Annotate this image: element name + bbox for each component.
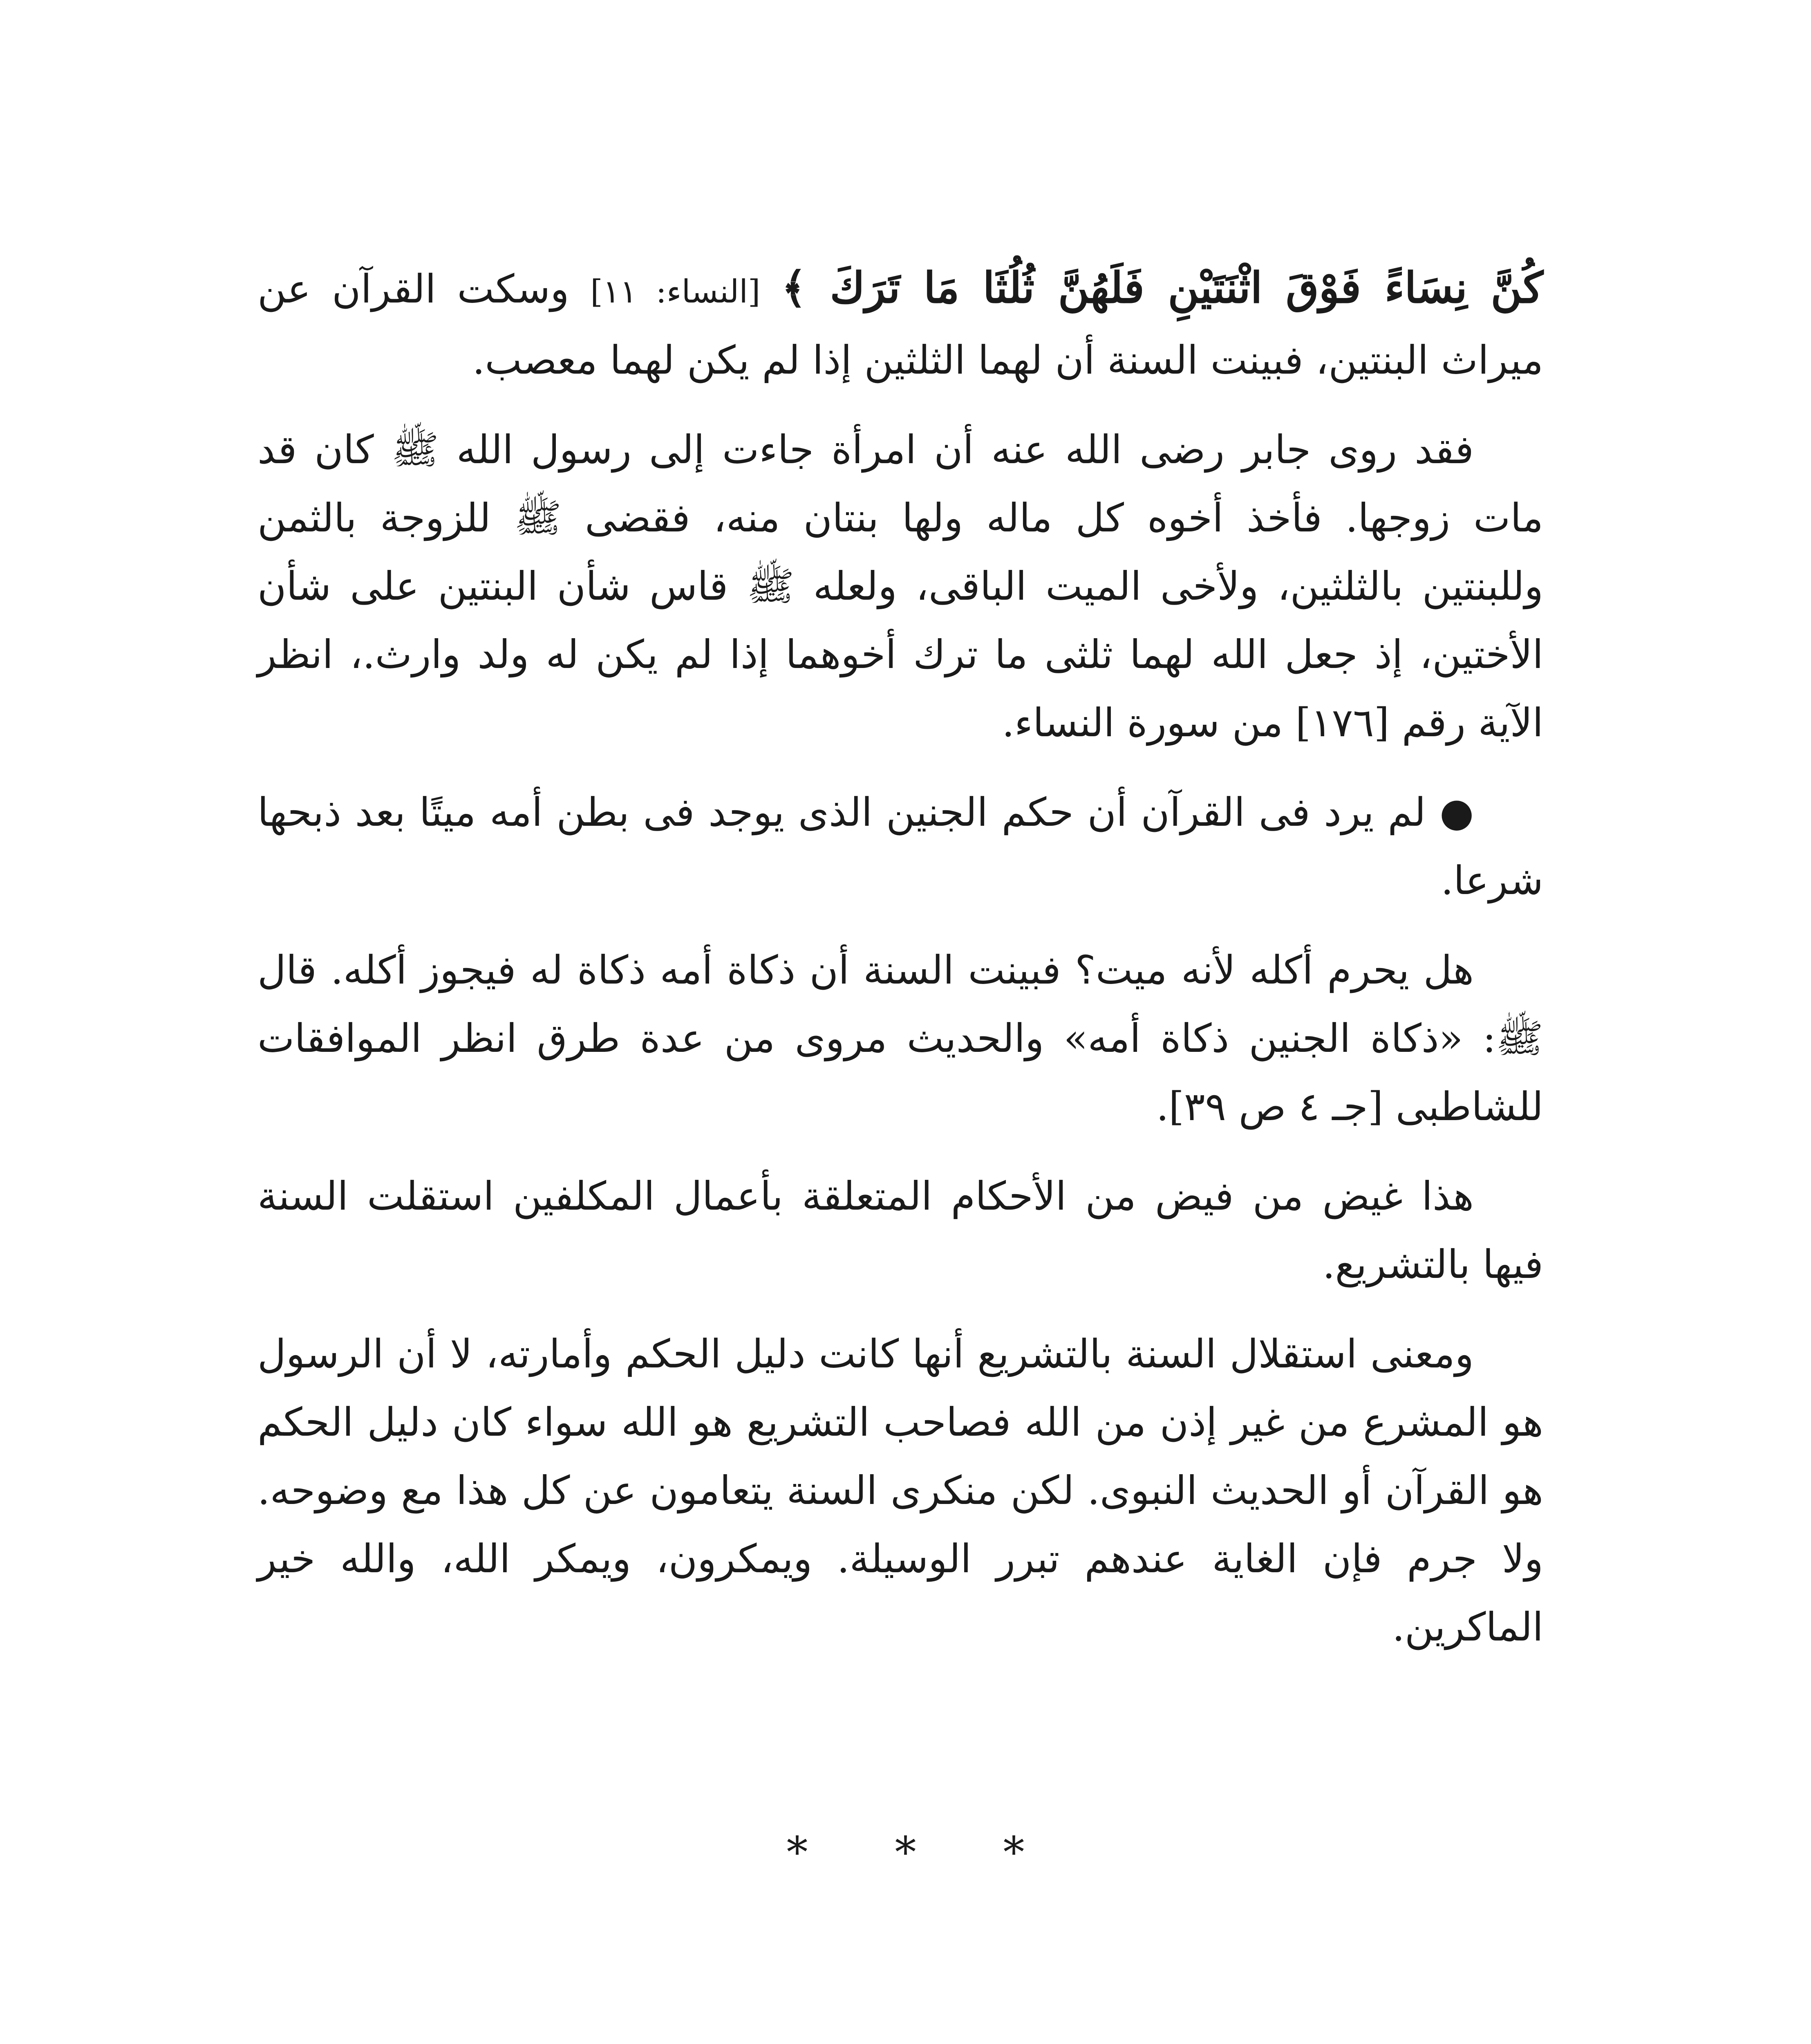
paragraph-jabir-hadith	[257, 416, 1543, 757]
paragraph-summary	[257, 1162, 1543, 1299]
paragraph-text: هذا غيض من فيض من الأحكام المتعلقة بأعمال المكلفين استقلت السنة فيها بالتشريع.	[257, 1173, 1543, 1287]
paragraph-text: فقد روى جابر رضى الله عنه أن امرأة جاءت إلى رسول الله ﷺ كان قد مات زوجها. فأخذ أخوه كل ماله ولها بنتان منه، فقضى ﷺ للزوجة بالثمن وللبنتين بالثلثين، ولأخى الميت الباقى، ولعله ﷺ قاس شأن البنتين على شأن الأختين، إذ جعل الله لهما ثلثى ما ترك أخوهما إذا لم يكن له ولد وارث.، انظر الآية رقم [١٧٦] من سورة النساء.	[257, 427, 1544, 746]
section-separator: * * *	[786, 1827, 1025, 1877]
paragraph-text: وسكت القرآن عن ميراث البنتين، فبينت السنة أن لهما الثلثين إذا لم يكن لهما معصب.	[257, 266, 1543, 383]
paragraph-fetus-ruling	[257, 778, 1543, 915]
paragraph-quran-verse	[257, 253, 1543, 394]
paragraph-text: ● لم يرد فى القرآن أن حكم الجنين الذى يوجد فى بطن أمه ميتًا بعد ذبحها شرعا.	[257, 789, 1543, 903]
main-text	[257, 253, 1543, 1683]
paragraph-conclusion	[257, 1320, 1543, 1661]
paragraph-text: هل يحرم أكله لأنه ميت؟ فبينت السنة أن ذكاة أمه ذكاة له فيجوز أكله. قال ﷺ: «ذكاة الجنين ذكاة أمه» والحديث مروى من عدة طرق انظر الموافقات للشاطبى [جـ ٤ ص ٣٩].	[257, 947, 1543, 1130]
verse-reference: [النساء: ١١]	[590, 273, 761, 310]
quran-verse: كُنَّ نِسَاءً فَوْقَ اثْنَتَيْنِ فَلَهُنَّ ثُلُثَا مَا تَرَكَ ﴾	[781, 262, 1544, 313]
paragraph-fetus-hadith	[257, 936, 1543, 1141]
paragraph-text: ومعنى استقلال السنة بالتشريع أنها كانت دليل الحكم وأمارته، لا أن الرسول هو المشرع من غير إذن من الله فصاحب التشريع هو الله سواء كان دليل الحكم هو القرآن أو الحديث النبوى. لكن منكرى السنة يتعامون عن كل هذا مع وضوحه. ولا جرم فإن الغاية عندهم تبرر الوسيلة. ويمكرون، ويمكر الله، والله خير الماكرين.	[257, 1331, 1544, 1650]
